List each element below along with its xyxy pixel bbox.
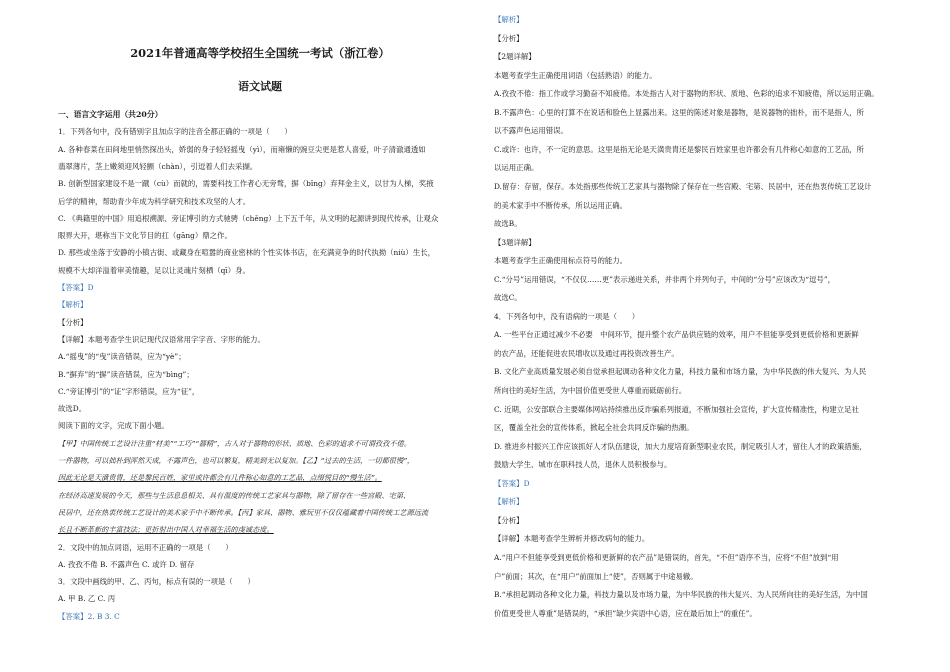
text-line: 【2题详解】 — [494, 52, 536, 62]
text-line: 一件器物，可以拙朴到浑然天成，不露声色，也可以繁复，精美到无以复加。【乙】“过去的生活，一切都很慢”， — [58, 456, 415, 465]
text-line: 【甲】中国传统工艺设计注重“材美”“工巧”“器精”，古人对于器物的形状、质地、色彩的追求不可谓孜孜不倦。 — [58, 438, 411, 448]
text-line: A. 一些平台正通过减少不必要 中间环节，提升整个农产品供应链的效率，用户不但能享受到更低价格和更新鲜 — [494, 330, 859, 340]
text-line: 【3题详解】 — [494, 237, 536, 247]
text-line: C.“旁证博引”的“证”字形错误，应为“征”， — [58, 386, 200, 396]
text-line: 【分析】 — [494, 33, 524, 43]
text-line: A. 甲 B. 乙 C. 丙 — [58, 594, 116, 604]
text-line: 1．下列各句中，没有错别字且加点字的注音全都正确的一项是（ ） — [58, 127, 292, 137]
text-line: 价值更受世人尊重”是错误的，“承担”缺少宾语中心语，应在最后加上“的重任”。 — [494, 608, 757, 618]
text-line: 的农产品，还能促进农民增收以及通过再投资改善生产。 — [494, 348, 679, 358]
text-line: 鼓励大学生、城市在职科技人员，退休人员积极参与。 — [494, 460, 672, 470]
text-line: 【解析】 — [494, 15, 524, 24]
text-line: B.“摒弃”的“摒”读音错误，应为“bìng”； — [58, 369, 194, 379]
text-line: 以不露声色运用错误。 — [494, 126, 568, 136]
text-line: 本题考查学生正确使用标点符号的能力。 — [494, 256, 628, 266]
text-line: 4．下列各句中，没有语病的一项是（ ） — [494, 311, 640, 321]
text-line: 【分析】 — [494, 515, 524, 525]
text-line: C.或许：也许，不一定的意思。这里是指无论是天潢贵胄还是黎民百姓家里也许都会有几件称心如意的工艺品，所 — [494, 144, 864, 154]
text-line: A.“用户不但能享受到更低价格和更新鲜的农产品”是错误的，首先，“不但”语序不当，应将“不但”放到“用 — [494, 552, 839, 562]
exam-title: 2021年普通高等学校招生全国统一考试（浙江卷） — [130, 46, 390, 60]
text-line: 故选C。 — [494, 293, 522, 303]
text-line: A.“摇曳”的“曳”读音错误，应为“yè”； — [58, 352, 186, 362]
text-line: C.“分号”运用错误，“不仅仅……更”表示递进关系，并非两个并列句子，中间的“分号”应该改为“逗号”， — [494, 274, 835, 284]
text-line: 故选B。 — [494, 219, 522, 229]
text-line: C. 《典籍里的中国》用追根溯源、旁证博引的方式驰骋（chěng）上下五千年，从文明的起源讲到现代传承，让观众 — [58, 213, 439, 223]
text-line: 规模不大却洋溢着审美情趣，足以让灵魂片刻栖（qī）身。 — [58, 265, 250, 275]
text-line: 【详解】本题考查学生辨析并修改病句的能力。 — [494, 534, 650, 544]
text-line: B. 创新型国家建设不是一蹴（cù）而就的，需要科技工作者心无旁骛，摒（bǐng）弃拜金主义，以甘为人梯，奖掖 — [58, 179, 434, 189]
text-line: 民居中，还在热衷传统工艺设计的美术家手中不断传承。【丙】家具、器物、雅玩里不仅仅蕴藏着中国传统工艺源远流 — [58, 507, 429, 517]
text-line: 翡翠薄片，茎上嫩须迎风轻颤（chàn），引逗着人们去采撷。 — [58, 161, 258, 171]
text-line: 【答案】D — [58, 283, 94, 292]
text-line: 【解析】 — [58, 300, 88, 310]
text-line: 眼界大开，堪称当下文化节目的扛（gāng）鼎之作。 — [58, 231, 232, 241]
text-line: 3．文段中画线的甲、乙、丙句，标点有误的一项是（ ） — [58, 577, 255, 587]
text-line: 户”前面；其次，在“用户”前面加上“使”，否则属于中途易辙。 — [494, 571, 698, 581]
text-line: 阅读下面的文字，完成下面小题。 — [58, 421, 169, 431]
text-line: B.“承担起调动各种文化力量，科技力量以及市场力量，为中华民族的伟大复兴、为人民所向往的美好生活，为中国 — [494, 590, 868, 600]
text-line: 【详解】本题考查学生识记现代汉语常用字字音、字形的能力。 — [58, 334, 265, 344]
text-line: 区，覆盖全社会的宣传体系，掀起全社会共同反诈骗的热潮。 — [494, 423, 694, 433]
text-line: 本题考查学生正确使用词语（包括熟语）的能力。 — [494, 70, 657, 80]
text-line: 2．文段中的加点词语，运用不正确的一项是（ ） — [58, 542, 233, 552]
exam-subtitle: 语文试题 — [238, 80, 282, 93]
text-line: D.留存：存留，保存。本处指那些传统工艺家具与器物除了保存在一些宫殿、宅第、民居中，还在热衷传统工艺设计 — [494, 181, 872, 191]
text-line: 以运用正确。 — [494, 163, 539, 173]
text-line: A. 孜孜不倦 B. 不露声色 C. 或许 D. 留存 — [58, 559, 195, 569]
text-line: 长且不断革新的丰富技法；更折射出中国人对幸福生活的虔诚态度。 — [58, 525, 274, 535]
text-line: 所向往的美好生活，为中国价值更受世人尊重而砥砺前行。 — [494, 386, 687, 395]
text-line: 【分析】 — [58, 317, 88, 327]
text-line: 的美术家手中不断传承，所以运用正确。 — [494, 200, 628, 210]
text-line: 一、语言文字运用（共20分） — [58, 110, 163, 119]
text-line: A.孜孜不倦：指工作或学习勤奋不知疲倦。本处指古人对于器物的形状、质地、色彩的追求不知疲倦，所以运用正确。 — [494, 89, 879, 99]
text-line: C. 近期，公安部联合主要媒体网站持续推出反诈骗系列报道，不断加强社会宣传，扩大宣传精准性，构建立足社 — [494, 404, 859, 414]
text-line: 【解析】 — [494, 497, 524, 507]
text-line: 因此无论是天潢贵胄，还是黎民百姓，家里或许都会有几件称心如意的工艺品，点缀悦目的“慢生活”。 — [58, 473, 382, 483]
text-line: 【答案】2. B 3. C — [58, 611, 120, 621]
text-line: 故选D。 — [58, 404, 87, 414]
text-line: 【答案】D — [494, 478, 530, 488]
text-line: B.不露声色：心里的打算不在说话和脸色上显露出来。这里的陈述对象是器物，是说器物的拙朴，而不是指人，所 — [494, 107, 864, 117]
text-line: D. 那些或坐落于安静的小镇古街、或藏身在喧嚣的商业密林的个性实体书店，在充满竞争的时代执拗（niù）生长， — [58, 248, 435, 258]
text-line: A. 各种春菜在田间地里悄然探出头，娇弱的身子轻轻摇曳（yì），而雍懒的豌豆尖更是惹人喜爱，叶子清澈通透如 — [58, 144, 426, 154]
text-line: B. 文化产业高质量发展必须自觉承担起调动各种文化力量，科技力量和市场力量，为中华民族的伟大复兴、为人民 — [494, 367, 867, 377]
text-line: 后学的精神，帮助青少年成为科学研究和技术攻坚的人才。 — [58, 196, 251, 206]
text-line: 在经济高速发展的今天，那些与生活息息相关、具有温度的传统工艺家具与器物，除了留存在一些宫殿、宅第、 — [58, 490, 411, 500]
text-line: D. 推进乡村振兴工作应该抓好人才队伍建设，加大力度培育新型职业农民，制定吸引人才，留住人才的政策措施， — [494, 441, 867, 451]
